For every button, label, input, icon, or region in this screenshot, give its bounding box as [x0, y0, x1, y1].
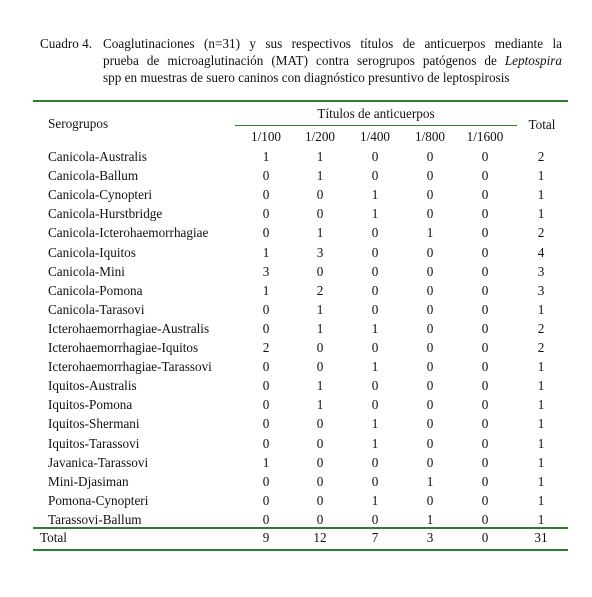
cell-total: 1 [537, 359, 545, 375]
caption-genus: Leptospira [504, 53, 562, 68]
cell-title-5: 0 [481, 492, 489, 508]
table-row [0, 283, 592, 302]
cell-title-1: 9 [262, 530, 270, 545]
cell-title-4: 0 [426, 206, 434, 222]
cell-title-4: 0 [426, 397, 434, 413]
cell-title-5: 0 [481, 206, 489, 222]
table-row [0, 264, 592, 283]
cell-title-5: 0 [481, 282, 489, 298]
serogroup-name: Canicola-Cynopteri [48, 187, 153, 203]
table-row [0, 149, 592, 168]
cell-total: 3 [537, 263, 545, 279]
header-title-5: 1/1600 [466, 129, 504, 144]
cell-title-5: 0 [481, 340, 489, 355]
cell-title-2: 2 [316, 282, 324, 298]
cell-total: 4 [537, 244, 545, 260]
cell-title-4: 3 [426, 530, 434, 545]
serogroup-name: Canicola-Icterohaemorrhagiae [48, 225, 209, 241]
cell-title-1: 0 [262, 416, 270, 432]
cell-title-5: 0 [481, 168, 489, 184]
serogroup-name: Iquitos-Shermani [48, 416, 140, 432]
cell-title-2: 0 [316, 359, 324, 375]
serogroup-name: Javanica-Tarassovi [48, 454, 149, 470]
table-top-rule [33, 100, 568, 102]
cell-title-3: 0 [371, 168, 379, 184]
cell-title-3: 0 [371, 473, 379, 489]
cell-title-2: 1 [316, 149, 324, 164]
cell-title-2: 1 [316, 301, 324, 317]
table-bottom-rule [33, 549, 568, 551]
table-row [0, 206, 592, 225]
header-titles-group: Títulos de anticuerpos [317, 106, 435, 121]
cell-total: 1 [537, 473, 545, 489]
header-title-1: 1/100 [250, 129, 282, 144]
table-row [0, 455, 592, 474]
cell-total: 1 [537, 454, 545, 470]
cell-title-5: 0 [481, 397, 489, 413]
table-row [0, 436, 592, 455]
cell-title-2: 0 [316, 416, 324, 432]
cell-title-1: 0 [262, 492, 270, 508]
caption-line-2 [103, 52, 562, 69]
cell-total: 1 [537, 397, 545, 413]
cell-title-5: 0 [481, 378, 489, 394]
cell-title-3: 7 [371, 530, 379, 545]
cell-title-5: 0 [481, 244, 489, 260]
cell-title-4: 1 [426, 473, 434, 489]
serogroup-name: Icterohaemorrhagiae-Australis [48, 320, 210, 336]
cell-title-5: 0 [481, 225, 489, 241]
caption-text [103, 35, 562, 86]
table-row [0, 493, 592, 512]
cell-title-3: 1 [371, 435, 379, 451]
serogroup-name: Canicola-Mini [48, 263, 125, 279]
cell-title-2: 1 [316, 320, 324, 336]
totals-label: Total [40, 530, 67, 545]
titles-group-rule [235, 125, 517, 126]
cell-title-1: 0 [262, 397, 270, 413]
table-row [0, 245, 592, 264]
cell-title-2: 0 [316, 435, 324, 451]
cell-total: 1 [537, 378, 545, 394]
serogroup-name: Canicola-Iquitos [48, 244, 136, 260]
cell-total: 1 [537, 168, 545, 184]
cell-title-4: 0 [426, 416, 434, 432]
serogroup-name: Iquitos-Tarassovi [48, 435, 140, 451]
cell-title-1: 3 [262, 263, 270, 279]
table-row [0, 340, 592, 359]
caption-label: Cuadro 4. [40, 36, 93, 51]
cell-total: 1 [537, 187, 545, 203]
cell-title-4: 0 [426, 340, 434, 355]
cell-total: 2 [537, 225, 545, 241]
caption-line-3: spp en muestras de suero caninos con diagnóstico presuntivo de leptospirosis [103, 70, 510, 85]
cell-title-1: 1 [262, 282, 270, 298]
cell-title-3: 0 [371, 454, 379, 470]
cell-title-5: 0 [481, 435, 489, 451]
cell-title-3: 1 [371, 359, 379, 375]
cell-title-4: 0 [426, 435, 434, 451]
cell-title-2: 1 [316, 378, 324, 394]
table-row [0, 187, 592, 206]
cell-title-2: 0 [316, 206, 324, 222]
totals-row [0, 530, 592, 549]
cell-total: 1 [537, 206, 545, 222]
cell-title-4: 0 [426, 492, 434, 508]
cell-title-4: 0 [426, 454, 434, 470]
cell-title-2: 3 [316, 244, 324, 260]
cell-title-1: 0 [262, 473, 270, 489]
cell-title-4: 0 [426, 168, 434, 184]
cell-title-4: 1 [426, 511, 434, 527]
cell-title-3: 1 [371, 416, 379, 432]
cell-title-2: 1 [316, 225, 324, 241]
cell-title-1: 2 [262, 340, 270, 355]
cell-title-1: 1 [262, 244, 270, 260]
cell-title-5: 0 [481, 301, 489, 317]
cell-title-5: 0 [481, 187, 489, 203]
cell-title-5: 0 [481, 530, 489, 545]
table-row [0, 512, 592, 531]
caption-line-2-text: prueba de microaglutinación (MAT) contra serogrupos patógenos de [103, 53, 505, 68]
serogroup-name: Iquitos-Pomona [48, 397, 133, 413]
header-title-2: 1/200 [304, 129, 336, 144]
cell-title-1: 0 [262, 378, 270, 394]
cell-title-1: 0 [262, 301, 270, 317]
cell-title-3: 0 [371, 340, 379, 355]
cell-title-3: 0 [371, 301, 379, 317]
cell-title-1: 0 [262, 435, 270, 451]
cell-title-5: 0 [481, 359, 489, 375]
cell-total: 1 [537, 435, 545, 451]
table-row [0, 168, 592, 187]
serogroup-name: Canicola-Pomona [48, 282, 143, 298]
serogroup-name: Icterohaemorrhagiae-Tarassovi [48, 359, 212, 375]
cell-title-5: 0 [481, 511, 489, 527]
cell-title-5: 0 [481, 320, 489, 336]
cell-title-4: 0 [426, 187, 434, 203]
cell-title-4: 0 [426, 301, 434, 317]
table-row [0, 397, 592, 416]
serogroup-name: Iquitos-Australis [48, 378, 137, 394]
serogroup-name: Mini-Djasiman [48, 473, 129, 489]
cell-title-2: 0 [316, 473, 324, 489]
cell-title-2: 12 [313, 530, 327, 545]
cell-title-2: 0 [316, 187, 324, 203]
cell-title-1: 0 [262, 320, 270, 336]
table-row [0, 474, 592, 493]
cell-title-3: 0 [371, 244, 379, 260]
table-row [0, 321, 592, 340]
cell-title-3: 0 [371, 378, 379, 394]
header-title-3: 1/400 [359, 129, 391, 144]
cell-title-3: 0 [371, 511, 379, 527]
table-caption [40, 35, 562, 86]
cell-title-1: 0 [262, 511, 270, 527]
table-row [0, 225, 592, 244]
cell-title-4: 1 [426, 225, 434, 241]
cell-title-2: 0 [316, 511, 324, 527]
cell-title-4: 0 [426, 378, 434, 394]
cell-title-2: 0 [316, 454, 324, 470]
cell-title-5: 0 [481, 263, 489, 279]
cell-title-5: 0 [481, 149, 489, 164]
cell-title-4: 0 [426, 149, 434, 164]
cell-title-3: 0 [371, 149, 379, 164]
header-title-4: 1/800 [414, 129, 446, 144]
cell-title-3: 1 [371, 492, 379, 508]
cell-title-3: 0 [371, 397, 379, 413]
table-row [0, 302, 592, 321]
table-row [0, 416, 592, 435]
cell-title-3: 1 [371, 206, 379, 222]
cell-title-1: 0 [262, 225, 270, 241]
cell-title-1: 0 [262, 206, 270, 222]
serogroup-name: Pomona-Cynopteri [48, 492, 149, 508]
cell-title-4: 0 [426, 282, 434, 298]
table-row [0, 378, 592, 397]
cell-total: 1 [537, 301, 545, 317]
table-row [0, 359, 592, 378]
cell-title-3: 1 [371, 320, 379, 336]
serogroup-name: Icterohaemorrhagiae-Iquitos [48, 340, 199, 355]
cell-total: 1 [537, 492, 545, 508]
cell-title-1: 0 [262, 168, 270, 184]
cell-title-3: 0 [371, 282, 379, 298]
cell-total: 2 [537, 149, 545, 164]
cell-title-5: 0 [481, 454, 489, 470]
cell-title-1: 1 [262, 149, 270, 164]
cell-title-3: 1 [371, 187, 379, 203]
cell-title-5: 0 [481, 473, 489, 489]
cell-title-2: 0 [316, 263, 324, 279]
cell-total: 2 [537, 340, 545, 355]
cell-title-3: 0 [371, 225, 379, 241]
serogroup-name: Canicola-Ballum [48, 168, 139, 184]
cell-total: 1 [537, 511, 545, 527]
header-serogroups: Serogrupos [48, 116, 109, 131]
cell-title-2: 0 [316, 492, 324, 508]
caption-line-1: Coaglutinaciones (n=31) y sus respectivos títulos de anticuerpos mediante la [103, 36, 562, 51]
cell-title-2: 1 [316, 168, 324, 184]
cell-title-1: 1 [262, 454, 270, 470]
cell-total: 1 [537, 416, 545, 432]
cell-title-4: 0 [426, 320, 434, 336]
cell-title-5: 0 [481, 416, 489, 432]
cell-total: 2 [537, 320, 545, 336]
cell-title-3: 0 [371, 263, 379, 279]
serogroup-name: Canicola-Tarasovi [48, 301, 145, 317]
serogroup-name: Tarassovi-Ballum [48, 511, 142, 527]
cell-title-1: 0 [262, 187, 270, 203]
cell-title-4: 0 [426, 263, 434, 279]
cell-title-2: 0 [316, 340, 324, 355]
cell-total: 3 [537, 282, 545, 298]
header-total: Total [528, 117, 556, 132]
cell-title-4: 0 [426, 244, 434, 260]
serogroup-name: Canicola-Hurstbridge [48, 206, 163, 222]
cell-title-1: 0 [262, 359, 270, 375]
cell-total: 31 [534, 530, 548, 545]
cell-title-4: 0 [426, 359, 434, 375]
cell-title-2: 1 [316, 397, 324, 413]
serogroup-name: Canicola-Australis [48, 149, 147, 164]
